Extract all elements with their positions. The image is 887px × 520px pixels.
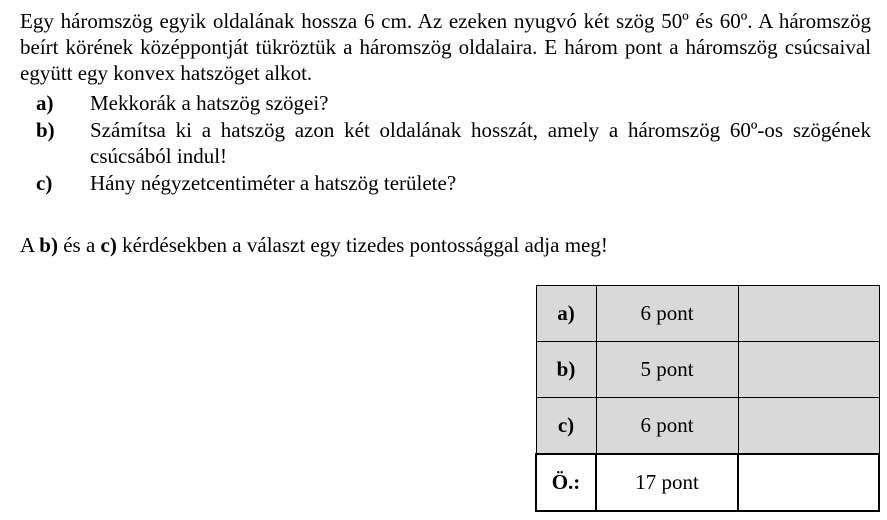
precision-note (20, 232, 608, 258)
score-points: 17 pont (596, 454, 738, 511)
note-text: kérdésekben a választ egy tizedes pontossággal adja meg! (116, 233, 608, 257)
score-label: c) (536, 398, 596, 455)
question-list (36, 90, 871, 197)
question-c (36, 170, 871, 196)
table-row (536, 286, 879, 342)
note-bold-c: c) (100, 233, 117, 257)
question-label: c) (36, 171, 53, 195)
score-points: 6 pont (596, 398, 738, 455)
score-table (535, 285, 880, 512)
score-earned-cell[interactable] (738, 454, 879, 511)
question-text: Hány négyzetcentiméter a hatszög területe? (90, 171, 457, 195)
table-row-total (536, 454, 879, 511)
problem-statement: Egy háromszög egyik oldalának hossza 6 cm. Az ezeken nyugvó két szög 50º és 60º. A háromszög beírt körének középpontját tükröztük a háromszög oldalaira. E három pont a háromszög csúcsaival együtt egy konvex hatszöget alkot. (20, 9, 871, 85)
question-label: a) (36, 91, 54, 115)
question-text: Mekkorák a hatszög szögei? (90, 91, 329, 115)
question-b (36, 117, 871, 169)
score-label: b) (536, 342, 596, 398)
score-label: Ö.: (536, 454, 596, 511)
question-label: b) (36, 118, 55, 142)
score-earned-cell[interactable] (738, 286, 879, 342)
note-bold-b: b) (39, 233, 58, 257)
table-row (536, 342, 879, 398)
score-points: 5 pont (596, 342, 738, 398)
note-text: és a (57, 233, 101, 257)
question-a (36, 90, 871, 116)
note-text: A (20, 233, 40, 257)
table-row (536, 398, 879, 455)
score-earned-cell[interactable] (738, 398, 879, 455)
question-text: Számítsa ki a hatszög azon két oldalának hosszát, amely a háromszög 60º-os szögének csúcsából indul! (90, 118, 871, 168)
score-label: a) (536, 286, 596, 342)
score-earned-cell[interactable] (738, 342, 879, 398)
score-points: 6 pont (596, 286, 738, 342)
